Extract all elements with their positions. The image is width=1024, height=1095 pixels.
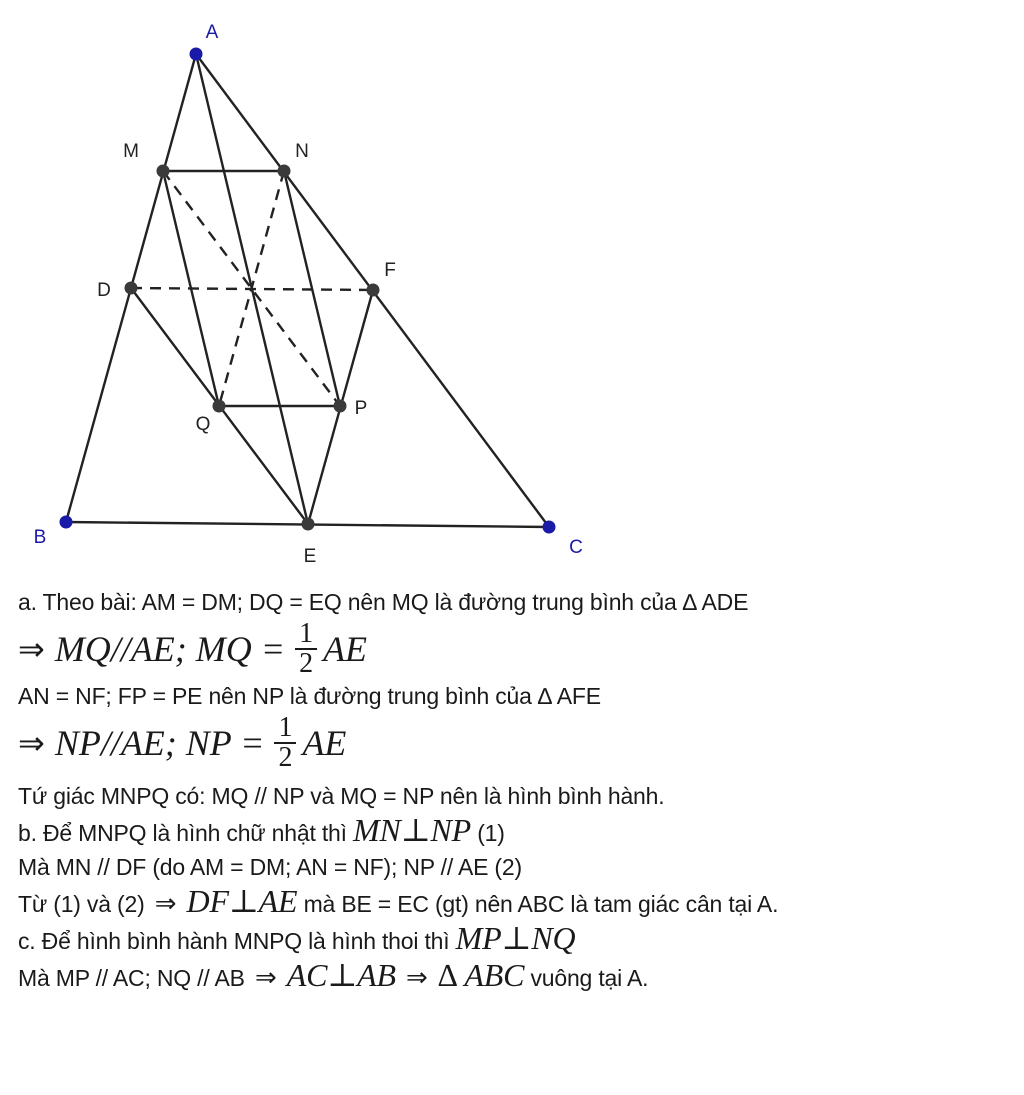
point-D <box>125 282 138 295</box>
math-text: AE <box>323 629 368 669</box>
math-text: AE <box>302 723 347 763</box>
label-E: E <box>303 546 317 567</box>
text: Từ (1) và (2) <box>18 891 145 917</box>
implies-symbol: ⇒ <box>18 630 45 668</box>
label-M: M <box>123 141 139 162</box>
figure-lines <box>66 54 549 527</box>
point-A <box>190 48 203 61</box>
label-D: D <box>97 280 111 301</box>
math-ac-perp-ab: AC⊥AB <box>286 957 396 993</box>
solution-text <box>18 586 1018 994</box>
solution-line-b3 <box>18 885 1018 920</box>
label-N: N <box>295 141 309 162</box>
label-A: A <box>205 22 219 43</box>
solution-line-a3: Tứ giác MNPQ có: MQ // NP và MQ = NP nên là hình bình hành. <box>18 783 665 809</box>
text: mà BE = EC (gt) nên ABC là tam giác cân tại A. <box>303 891 779 917</box>
fraction-numerator: 1 <box>274 714 296 744</box>
solution-line-b2: Mà MN // DF (do AM = DM; AN = NF); NP // AE (2) <box>18 854 522 880</box>
point-M <box>157 165 170 178</box>
math-mn-perp-np: MN⊥NP <box>353 812 472 848</box>
math-triangle-abc: ∆ ABC <box>437 957 525 993</box>
point-P <box>334 400 347 413</box>
point-B <box>60 516 73 529</box>
fraction-denominator: 2 <box>278 742 293 773</box>
fraction-half <box>274 714 296 772</box>
label-Q: Q <box>195 414 211 435</box>
text: (1) <box>477 820 505 846</box>
point-Q <box>213 400 226 413</box>
math-text: NP//AE; NP = <box>54 723 265 763</box>
point-E <box>302 518 315 531</box>
math-np-ae <box>18 712 1018 774</box>
figure-labels <box>34 22 583 567</box>
geometry-figure <box>0 0 640 580</box>
math-mp-perp-nq: MP⊥NQ <box>455 920 576 956</box>
fraction-numerator: 1 <box>295 620 317 650</box>
solution-line-a2: AN = NF; FP = PE nên NP là đường trung bình của ∆ AFE <box>18 683 601 709</box>
text: b. Để MNPQ là hình chữ nhật thì <box>18 820 347 846</box>
fraction-denominator: 2 <box>299 648 314 679</box>
implies-symbol: ⇒ <box>18 724 45 762</box>
text: c. Để hình bình hành MNPQ là hình thoi thì <box>18 928 450 954</box>
fraction-half <box>295 620 317 678</box>
point-N <box>278 165 291 178</box>
text: vuông tại A. <box>530 965 649 991</box>
implies-symbol: ⇒ <box>406 963 428 993</box>
solution-line-c2 <box>18 959 1018 994</box>
solution-line-b1 <box>18 814 1018 849</box>
point-F <box>367 284 380 297</box>
implies-symbol: ⇒ <box>154 889 177 919</box>
solution-line-c1 <box>18 922 1018 957</box>
label-P: P <box>354 398 368 419</box>
label-F: F <box>384 260 396 281</box>
solution-line-a1: a. Theo bài: AM = DM; DQ = EQ nên MQ là đường trung bình của ∆ ADE <box>18 589 749 615</box>
label-C: C <box>569 537 583 558</box>
text: Mà MP // AC; NQ // AB <box>18 965 245 991</box>
math-text: MQ//AE; MQ = <box>54 629 286 669</box>
label-B: B <box>33 527 47 548</box>
implies-symbol: ⇒ <box>254 963 277 993</box>
math-df-perp-ae: DF⊥AE <box>186 883 298 919</box>
point-C <box>543 521 556 534</box>
math-mq-ae <box>18 618 1018 680</box>
